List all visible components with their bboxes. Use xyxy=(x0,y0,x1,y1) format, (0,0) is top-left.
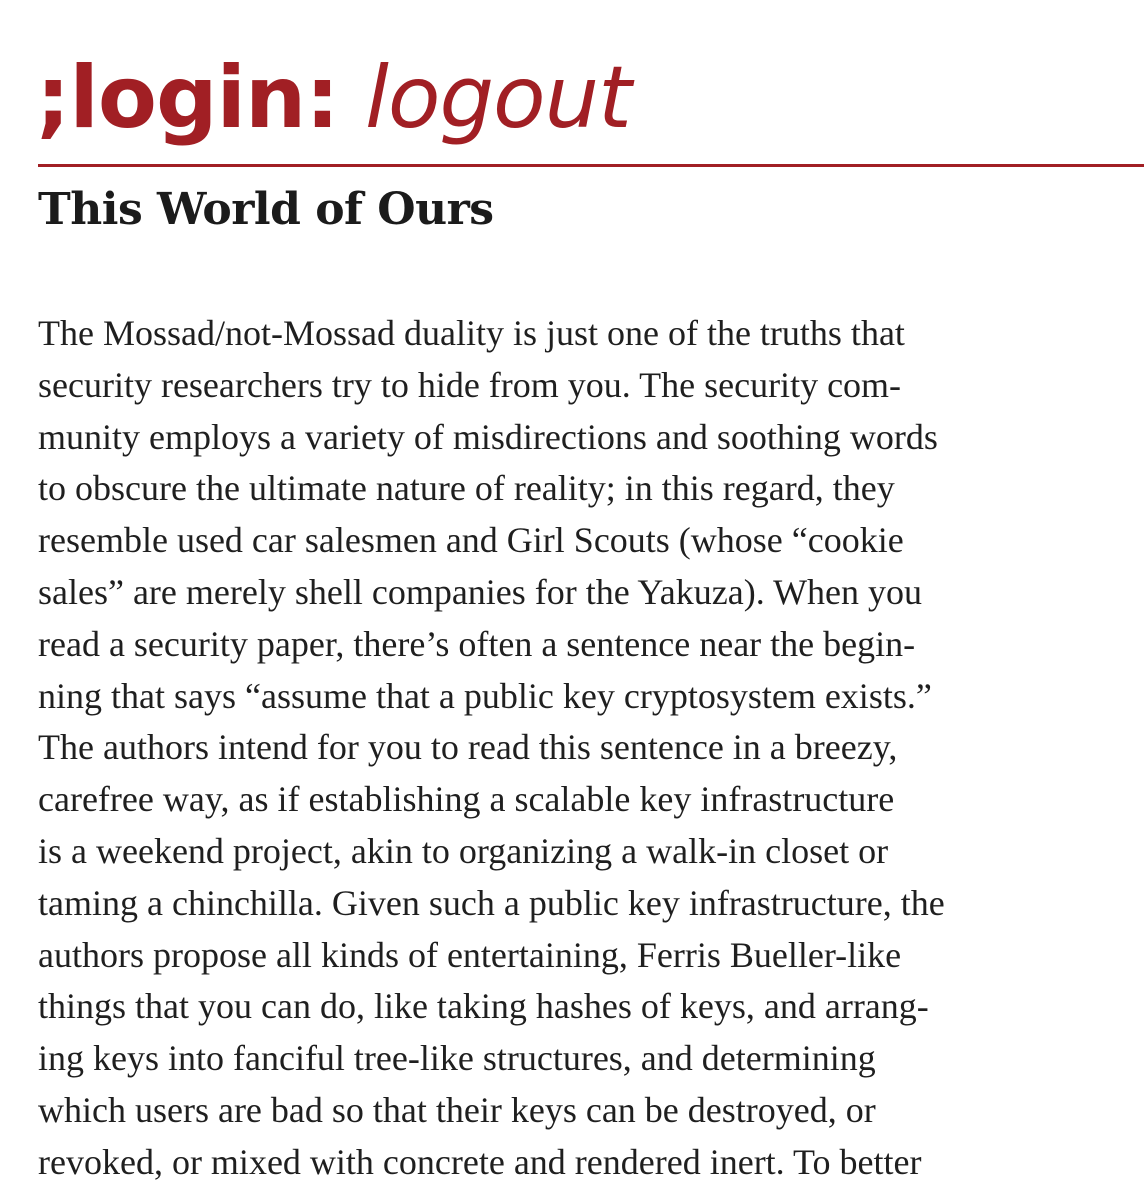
body-line: revoked, or mixed with concrete and rendered inert. To better xyxy=(38,1141,922,1182)
masthead-logo xyxy=(36,48,631,148)
body-line: munity employs a variety of misdirections and soothing words xyxy=(38,416,938,457)
body-line: to obscure the ultimate nature of reality; in this regard, they xyxy=(38,468,895,509)
body-line: ing keys into fanciful tree-like structures, and determining xyxy=(38,1038,876,1079)
article-title: This World of Ours xyxy=(38,184,494,235)
body-line: security researchers try to hide from you. The security com- xyxy=(38,364,902,405)
body-line: which users are bad so that their keys can be destroyed, or xyxy=(38,1089,876,1130)
body-line: read a security paper, there’s often a sentence near the begin- xyxy=(38,623,916,664)
masthead-prefix: ;login: xyxy=(36,48,339,148)
header-divider xyxy=(38,164,1144,167)
body-line: The authors intend for you to read this sentence in a breezy, xyxy=(38,727,898,768)
body-line: things that you can do, like taking hashes of keys, and arrang- xyxy=(38,986,929,1027)
article-body xyxy=(38,308,1144,1189)
body-line: ning that says “assume that a public key cryptosystem exists.” xyxy=(38,675,932,716)
masthead-suffix: logout xyxy=(364,48,631,148)
body-line: The Mossad/not-Mossad duality is just one of the truths that xyxy=(38,313,905,353)
body-line: taming a chinchilla. Given such a public key infrastructure, the xyxy=(38,882,945,923)
body-line: authors propose all kinds of entertaining, Ferris Bueller-like xyxy=(38,934,902,975)
body-line: sales” are merely shell companies for the Yakuza). When you xyxy=(38,571,923,612)
body-line: is a weekend project, akin to organizing a walk-in closet or xyxy=(38,830,889,871)
body-line: resemble used car salesmen and Girl Scouts (whose “cookie xyxy=(38,520,904,561)
body-line: carefree way, as if establishing a scalable key infrastructure xyxy=(38,779,895,820)
